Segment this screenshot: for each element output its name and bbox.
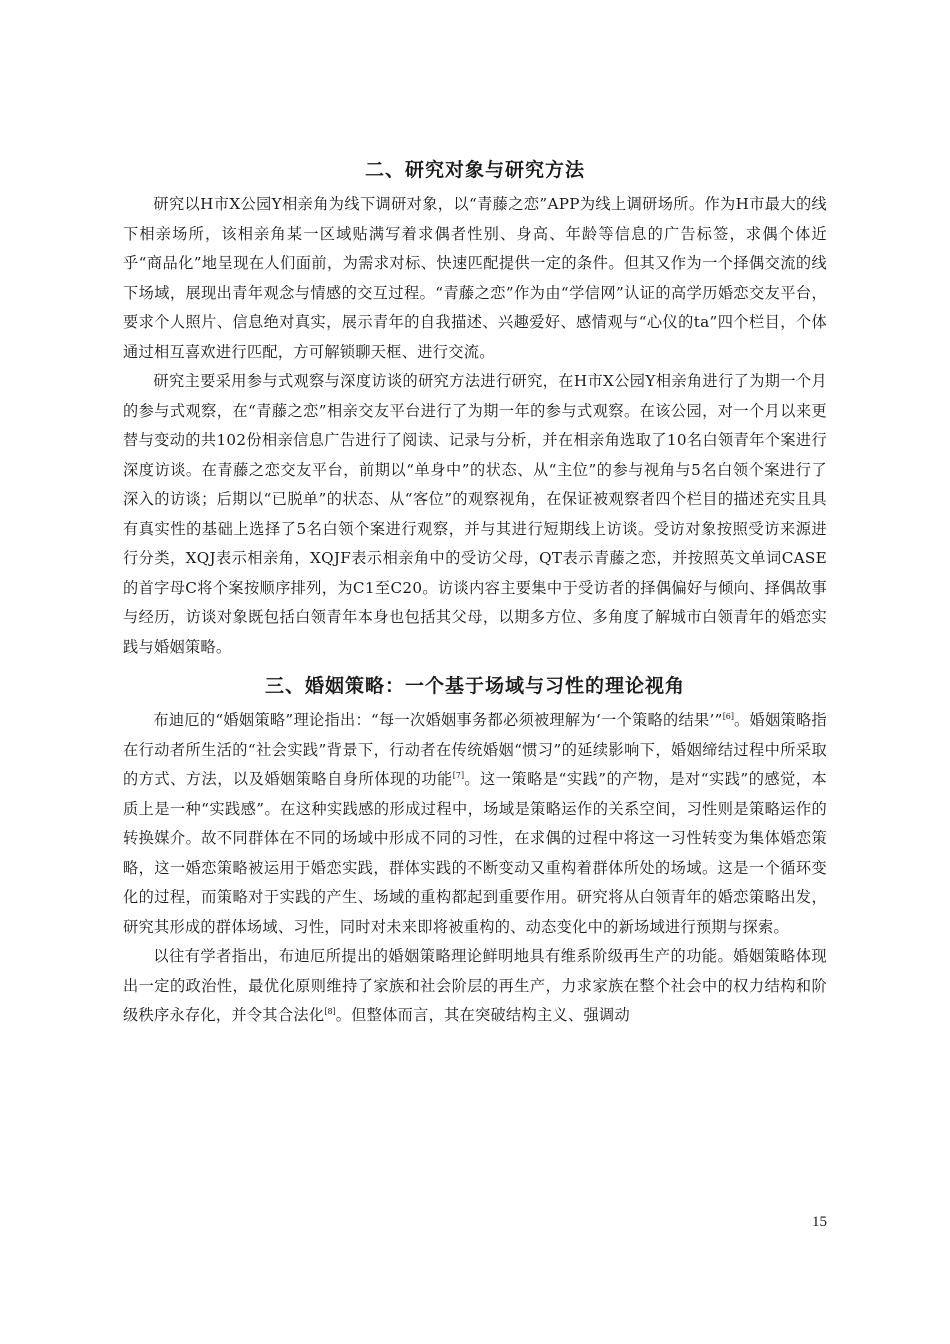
paragraph-text: 。这一策略是“实践”的产物，是对“实践”的感觉，本质上是一种“实践感”。在这种实践感的形成过程中，场域是策略运作的关系空间，习性则是策略运作的转换媒介。故不同群体在不同的场域中形成不同的习性，在求偶的过程中将这一习性转变为集体婚恋策略，这一婚恋策略被运用于婚恋实践，群体实践的不断变动又重构着群体所处的场域。这是一个循环变化的过程，而策略对于实践的产生、场域的重构都起到重要作用。研究将从白领青年的婚恋策略出发，研究其形成的群体场域、习性，同时对未来即将被重构的、动态变化中的新场域进行预期与探索。	[123, 770, 827, 936]
paragraph-text: 研究以H市X公园Y相亲角为线下调研对象，以“青藤之恋”APP为线上调研场所。作为H市最大的线下相亲场所，该相亲角某一区域贴满写着求偶者性别、身高、年龄等信息的广告标签，求偶个体近乎“商品化”地呈现在人们面前，为需求对标、快速匹配提供一定的条件。但其又作为一个择偶交流的线下场域，展现出青年观念与情感的交互过程。“青藤之恋”作为由“学信网”认证的高学历婚恋交友平台，要求个人照片、信息绝对真实，展示青年的自我描述、兴趣爱好、感情观与“心仪的ta”四个栏目，个体通过相互喜欢进行匹配，方可解锁聊天框、进行交流。	[123, 195, 827, 361]
paragraph-class-reproduction	[123, 942, 827, 1031]
paragraph-research-sites	[123, 190, 827, 367]
paragraph-text: 。婚姻策略指在行动者所生活的“社会实践”背景下，行动者在传统婚姻“惯习”的延续影响下，婚姻缔结过程中所采取的方式、方法，以及婚姻策略自身所体现的功能	[123, 711, 827, 788]
citation-ref-8: [8]	[324, 1006, 336, 1016]
paragraph-text: 布迪厄的“婚姻策略”理论指出：“每一次婚姻事务都必须被理解为‘一个策略的结果’”	[153, 711, 723, 729]
page-number: 15	[812, 1214, 827, 1230]
paragraph-bourdieu-theory	[123, 706, 827, 942]
paragraph-text: 研究主要采用参与式观察与深度访谈的研究方法进行研究，在H市X公园Y相亲角进行了为期一个月的参与式观察，在“青藤之恋”相亲交友平台进行了为期一年的参与式观察。在该公园，对一个月以来更替与变动的共102份相亲信息广告进行了阅读、记录与分析，并在相亲角选取了10名白领青年个案进行深度访谈。在青藤之恋交友平台，前期以“单身中”的状态、从“主位”的参与视角与5名白领个案进行了深入的访谈；后期以“已脱单”的状态、从“客位”的观察视角，在保证被观察者四个栏目的描述充实且具有真实性的基础上选择了5名白领个案进行观察，并与其进行短期线上访谈。受访对象按照受访来源进行分类，XQJ表示相亲角，XQJF表示相亲角中的受访父母，QT表示青藤之恋，并按照英文单词CASE的首字母C将个案按顺序排列，为C1至C20。访谈内容主要集中于受访者的择偶偏好与倾向、择偶故事与经历，访谈对象既包括白领青年本身也包括其父母，以期多方位、多角度了解城市白领青年的婚恋实践与婚姻策略。	[123, 372, 827, 656]
page-body	[123, 150, 827, 1031]
paragraph-text: 以往有学者指出，布迪厄所提出的婚姻策略理论鲜明地具有维系阶级再生产的功能。婚姻策略体现出一定的政治性，最优化原则维持了家族和社会阶层的再生产，力求家族在整个社会中的权力结构和阶级秩序永存化，并令其合法化	[123, 947, 827, 1024]
citation-ref-7: [7]	[452, 770, 465, 780]
paragraph-text: 。但整体而言，其在突破结构主义、强调动	[335, 1006, 630, 1024]
section-title-marriage-strategy: 三、婚姻策略：一个基于场域与习性的理论视角	[264, 675, 685, 697]
section-title-research-object: 二、研究对象与研究方法	[364, 159, 585, 181]
paragraph-research-methods	[123, 367, 827, 662]
citation-ref-6: [6]	[722, 711, 735, 721]
